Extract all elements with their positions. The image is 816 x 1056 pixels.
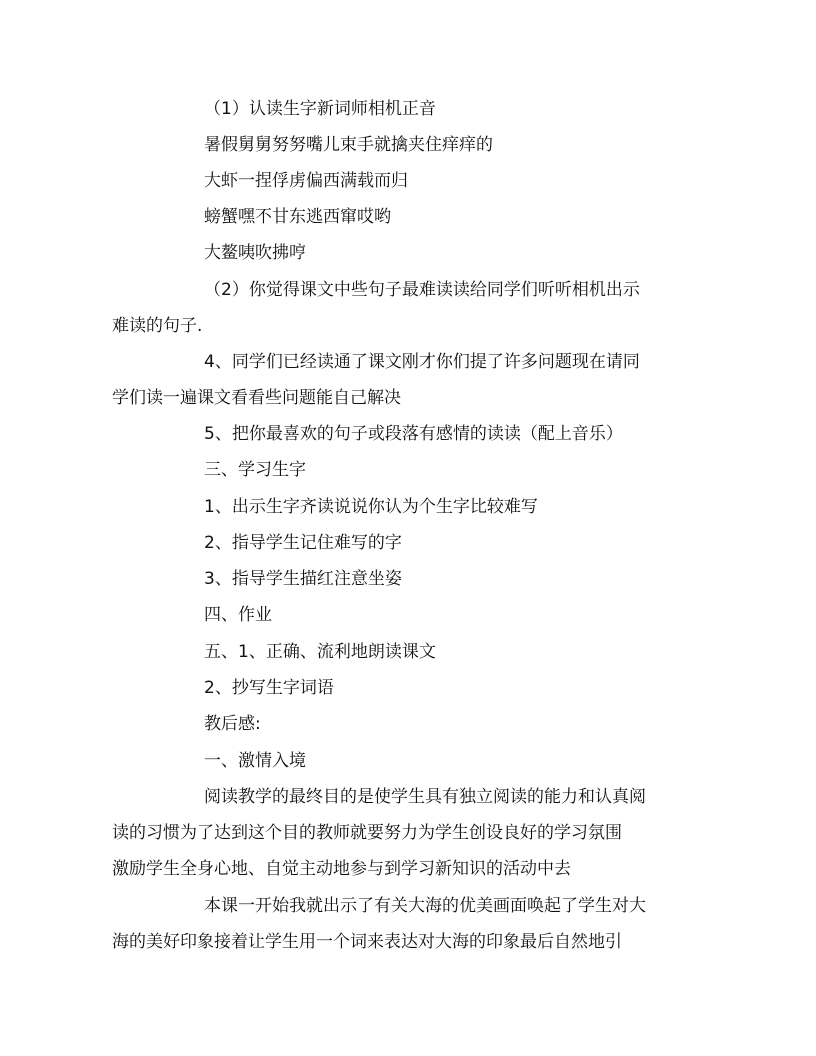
text-line: 海的美好印象接着让学生用一个词来表达对大海的印象最后自然地引 bbox=[112, 932, 622, 952]
text-line: 4、同学们已经读通了课文刚才你们提了许多问题现在请同 bbox=[204, 352, 640, 372]
text-line: 大鳌咦吹拂哼 bbox=[204, 243, 306, 263]
section-heading: 教后感: bbox=[204, 714, 261, 734]
text-line: 大虾一捏俘虏偏西满载而归 bbox=[204, 171, 408, 191]
text-line: 本课一开始我就出示了有关大海的优美画面唤起了学生对大 bbox=[204, 896, 646, 916]
text-line: 2、抄写生字词语 bbox=[204, 678, 334, 698]
text-line: 学们读一遍课文看看些问题能自己解决 bbox=[112, 388, 401, 408]
text-line: 激励学生全身心地、自觉主动地参与到学习新知识的活动中去 bbox=[112, 859, 571, 879]
text-line: 读的习惯为了达到这个目的教师就要努力为学生创设良好的学习氛围 bbox=[112, 823, 622, 843]
text-line: 难读的句子. bbox=[112, 316, 203, 336]
section-heading: 一、激情入境 bbox=[204, 751, 306, 771]
text-line: （1）认读生字新词师相机正音 bbox=[204, 99, 436, 119]
text-line: 3、指导学生描红注意坐姿 bbox=[204, 569, 402, 589]
section-heading: 三、学习生字 bbox=[204, 460, 306, 480]
section-heading: 五、1、正确、流利地朗读课文 bbox=[204, 642, 436, 662]
text-line: （2）你觉得课文中些句子最难读读给同学们听听相机出示 bbox=[204, 280, 640, 300]
text-line: 螃蟹嘿不甘东逃西窜哎哟 bbox=[204, 207, 391, 227]
text-line: 2、指导学生记住难写的字 bbox=[204, 533, 402, 553]
text-line: 1、出示生字齐读说说你认为个生字比较难写 bbox=[204, 497, 538, 517]
text-line: 阅读教学的最终目的是使学生具有独立阅读的能力和认真阅 bbox=[204, 787, 646, 807]
text-line: 暑假舅舅努努嘴儿束手就擒夹住痒痒的 bbox=[204, 135, 493, 155]
text-line: 5、把你最喜欢的句子或段落有感情的读读（配上音乐） bbox=[204, 424, 623, 444]
section-heading: 四、作业 bbox=[204, 605, 272, 625]
